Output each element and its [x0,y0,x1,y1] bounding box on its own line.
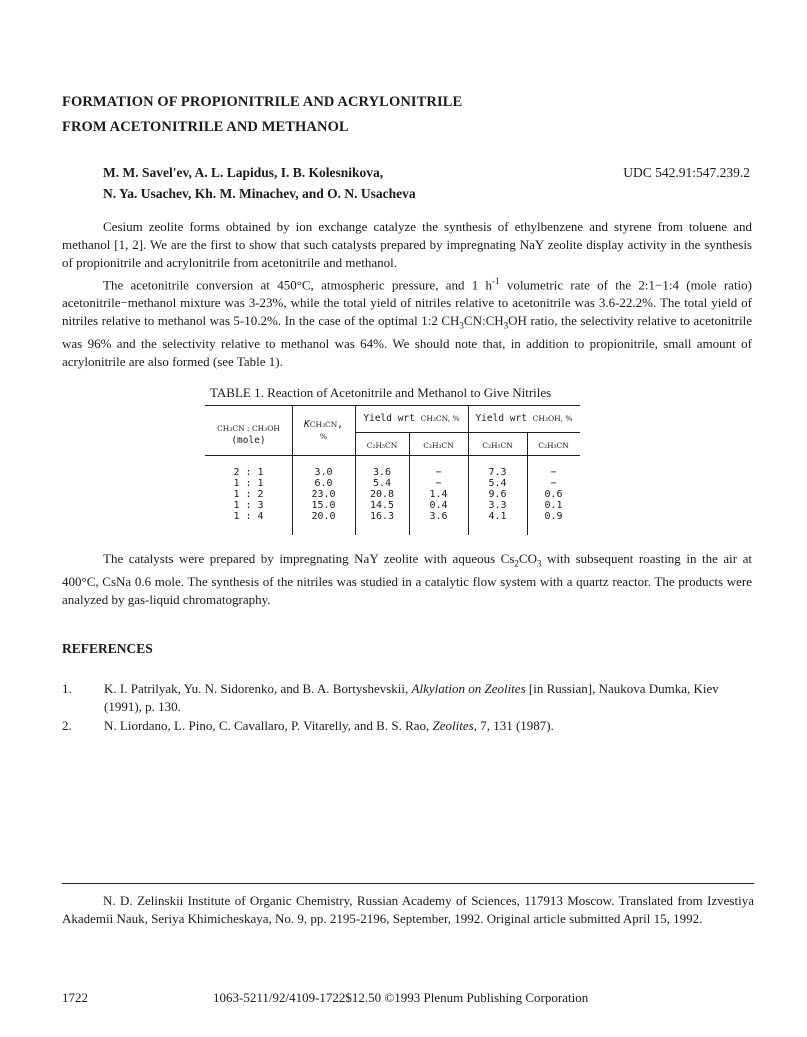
table-cell: 1 : 2 [233,489,264,500]
paragraph-2: The acetonitrile conversion at 450°C, atmospheric pressure, and 1 $h^{-1}$ volumetric rate of the 2:1−1:4 (mole ratio) acetonitrile−methanol mixture was 3-23%, while the total yield of nitriles relative to acetonitrile was 3.6-22.2%. The total yield of nitriles relative to methanol was 5-10.2%. In the case of the optimal 1:2 $CH_3CN:CH_3OH$ ratio, the selectivity relative to acetonitrile was 96% and the selectivity relative to methanol was 64%. We should note that, in addition to propionitrile, small amount of acrylonitrile are also formed (see Table 1). [62,276,753,369]
table-cell: 0.4 [429,500,448,511]
subheader-c2h5cn: C₂H₅CN [482,441,513,450]
table-cell: − [550,478,557,489]
table-cell: 7.3 [488,467,507,478]
table-cell: 9.6 [488,489,507,500]
table-cell: − [435,467,442,478]
table-cell: − [550,467,557,478]
article-body-continued [62,550,752,609]
header-conversion: KCH₃CN, % [303,419,344,441]
article-title [62,90,462,140]
column-acn-c2h5cn [355,467,409,522]
table-cell: 20.8 [369,489,395,500]
reference-number: 2. [62,718,72,733]
reference-number: 1. [62,681,72,696]
table-cell: 3.6 [429,511,448,522]
column-meoh-c2h3cn [527,467,580,522]
table-cell: 23.0 [311,489,336,500]
table-cell: 5.4 [372,478,392,489]
data-table [205,405,580,540]
table-cell: 6.0 [314,478,333,489]
table-cell: 0.9 [544,511,563,522]
reference-item [62,680,752,720]
subheader-c2h3cn: C₂H₃CN [538,441,569,450]
table-cell: 20.0 [311,511,336,522]
column-conversion [292,467,355,522]
footnote: N. D. Zelinskii Institute of Organic Chemistry, Russian Academy of Sciences, 117913 Moscow. Translated from Izvestiya Akademii Nauk, Seriya Khimicheskaya, No. 9, pp. 2195-2196, September, 1992. Original article submitted April 15, 1992. [62,893,754,926]
header-yield-acetonitrile: Yield wrt CH₃CN, % [363,413,460,424]
header-bottom-rule [205,455,580,456]
paragraph-1: Cesium zeolite forms obtained by ion exchange catalyze the synthesis of ethylbenzene and styrene from toluene and methanol [1, 2]. We are the first to show that such catalysts prepared by impregnating NaY zeolite display activity in the synthesis of propionitrile and acrylonitrile from acetonitrile and methanol. [62,219,752,270]
authors-line-1: M. M. Savel'ev, A. L. Lapidus, I. B. Kolesnikova, [103,165,384,180]
table-cell: 0.6 [544,489,563,500]
table-cell: 16.3 [369,511,395,522]
udc-code: UDC 542.91:547.239.2 [623,165,750,180]
reference-item [62,717,752,737]
reference-text: N. Liordano, L. Pino, C. Cavallaro, P. Vitarelly, and B. S. Rao, Zeolites, 7, 131 (1987). [104,718,554,733]
table-cell: 15.0 [311,500,336,511]
table-cell: 3.0 [314,467,333,478]
table-cell: 4.1 [488,511,507,522]
header-ratio: CH₃CN : CH₃OH (mole) [217,424,280,446]
table-cell: 1 : 1 [233,478,264,489]
table-cell: 1 : 3 [233,500,264,511]
table-cell: 3.3 [488,500,507,511]
authors-line-2: N. Ya. Usachev, Kh. M. Minachev, and O. N. Usacheva [103,186,416,201]
page-number: 1722 [62,990,88,1005]
column-ratio [205,467,292,522]
copyright-line: 1063-5211/92/4109-1722$12.50 ©1993 Plenum Publishing Corporation [213,990,589,1005]
table-cell: − [435,478,442,489]
table-cell: 1 : 4 [233,511,264,522]
table-cell: 1.4 [429,489,448,500]
table-top-rule [205,405,580,406]
title-line-2: FROM ACETONITRILE AND METHANOL [62,119,349,135]
column-acn-c2h3cn [409,467,468,522]
table-cell: 14.5 [369,500,395,511]
article-body [62,218,752,371]
author-list [103,162,416,204]
table-cell: 5.4 [488,478,507,489]
table-cell: 0.1 [544,500,563,511]
table-caption: TABLE 1. Reaction of Acetonitrile and Methanol to Give Nitriles [210,385,552,400]
header-yield-methanol: Yield wrt CH₃OH, % [475,413,573,424]
reference-text: K. I. Patrilyak, Yu. N. Sidorenko, and B. A. Bortyshevskii, Alkylation on Zeolites [in Russian], Naukova Dumka, Kiev (1991), p. 130. [104,681,719,714]
paragraph-3: The catalysts were prepared by impregnating NaY zeolite with aqueous $Cs_2CO_3$ with subsequent roasting in the air at 400°C, CsNa 0.6 mole. The synthesis of the nitriles was studied in a catalytic flow system with a quartz reactor. The products were analyzed by gas-liquid chromatography. [62,551,752,607]
subheader-c2h3cn: C₂H₃CN [423,441,454,450]
column-meoh-c2h5cn [468,467,527,522]
table-cell: 2 : 1 [233,467,264,478]
footnote-rule [62,883,754,884]
table-cell: 3.6 [372,467,392,478]
title-line-1: FORMATION OF PROPIONITRILE AND ACRYLONITRILE [62,94,463,110]
subheader-c2h5cn: C₂H₅CN [366,441,398,450]
references-heading: REFERENCES [62,641,153,656]
